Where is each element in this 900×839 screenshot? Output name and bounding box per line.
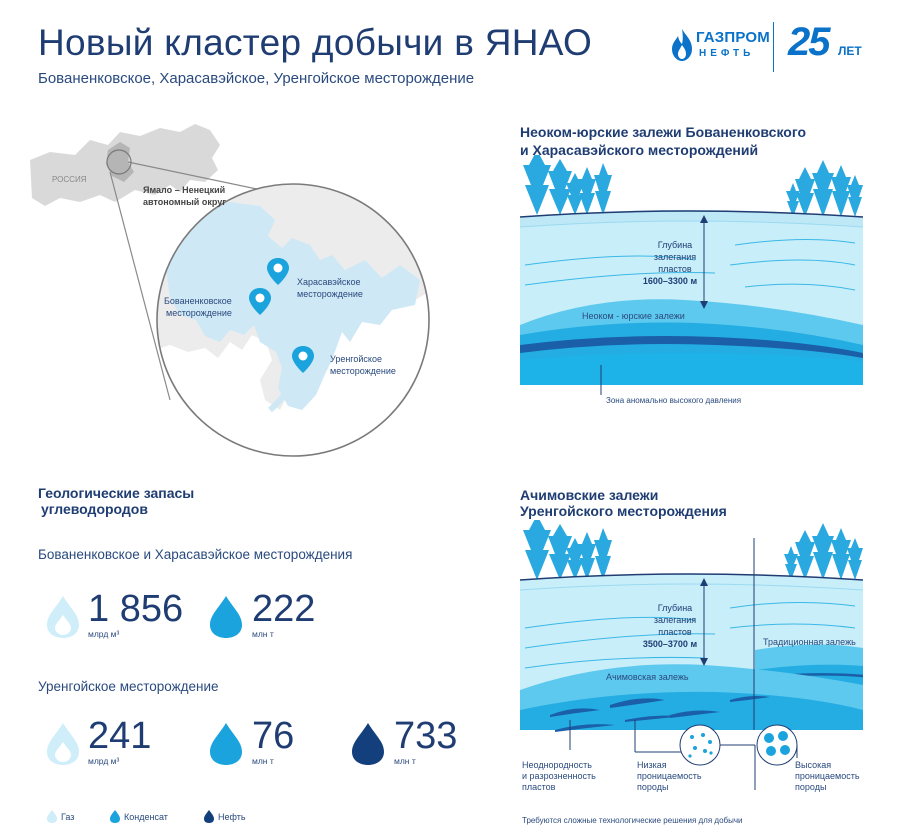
diagram1-title-1: Неоком-юрские залежи Бованенковского <box>520 124 807 140</box>
diagram1-depth-3: пластов <box>658 264 692 274</box>
gas-drop-icon-2 <box>45 722 81 766</box>
map-country-label: РОССИЯ <box>52 175 87 184</box>
diagram2-depth-2: залегания <box>653 615 697 625</box>
anniversary-badge <box>782 20 882 70</box>
diagram1-title-2: и Харасавэйского месторождений <box>520 142 759 158</box>
diagram2-depth-value: 3500–3700 м <box>642 639 698 649</box>
diagram2-cross-section <box>515 520 867 800</box>
diagram1-depth-2: залегания <box>653 252 697 262</box>
anniversary-number: 25 <box>788 20 829 64</box>
group1-condensate-value: 222 <box>252 588 316 630</box>
anniversary-word: ЛЕТ <box>838 44 862 58</box>
diagram1-zone-label: Зона аномально высокого давления <box>606 396 742 405</box>
oil-drop-icon <box>350 722 386 766</box>
group2-condensate-unit: млн т <box>252 756 274 766</box>
group2-oil-value: 733 <box>394 715 458 757</box>
diagram2-depth-3: пластов <box>658 627 692 637</box>
group2-condensate-value: 76 <box>252 715 295 757</box>
brand-name: ГАЗПРОМ <box>696 29 770 46</box>
gas-drop-icon <box>45 595 81 639</box>
diagram1-depth-value: 1600–3300 м <box>642 276 698 286</box>
diagram2-note1-1: Неоднородность <box>522 760 592 770</box>
diagram2-note1-2: и разрозненность <box>522 771 596 781</box>
diagram2-note3-3: породы <box>795 782 827 792</box>
map-field-label-kharasavey-1: Харасавэйское <box>297 277 361 287</box>
group1-gas-unit: млрд м³ <box>88 629 120 639</box>
diagram2-note2-3: породы <box>637 782 669 792</box>
map-field-label-bovanenkovo-1: Бованенковское <box>164 296 232 306</box>
page-subtitle: Бованенковское, Харасавэйское, Уренгойское месторождение <box>38 70 475 87</box>
brand-subname: НЕФТЬ <box>699 48 755 59</box>
diagram2-note2-1: Низкая <box>637 760 667 770</box>
reserves-title-2: углеводородов <box>41 501 148 517</box>
map-field-label-urengoy-1: Уренгойское <box>330 354 382 364</box>
legend-oil-label: Нефть <box>218 812 246 822</box>
page-title: Новый кластер добычи в ЯНАО <box>38 22 593 63</box>
diagram2-note2-2: проницаемость <box>637 771 702 781</box>
map-region-label-2: автономный округ <box>143 197 226 207</box>
group2-gas-unit: млрд м³ <box>88 756 120 766</box>
group2-oil-unit: млн т <box>394 756 416 766</box>
group1-gas-value: 1 856 <box>88 588 184 630</box>
flame-logo-icon <box>670 28 694 62</box>
reserves-title-1: Геологические запасы <box>38 485 195 501</box>
reserves-group1-label: Бованенковское и Харасавэйское месторождения <box>38 547 353 562</box>
legend-condensate-label: Конденсат <box>124 812 168 822</box>
group1-condensate-unit: млн т <box>252 629 274 639</box>
trees-left <box>523 155 612 215</box>
diagram2-note3-1: Высокая <box>795 760 832 770</box>
map-region-label-1: Ямало – Ненецкий <box>143 185 226 195</box>
condensate-drop-icon-2 <box>208 722 244 766</box>
gazprom-neft-logo <box>670 22 770 72</box>
legend-oil-icon <box>204 810 214 823</box>
reserves-group2-label: Уренгойское месторождение <box>38 679 219 694</box>
legend-gas-label: Газ <box>61 812 75 822</box>
diagram1-layer-label: Неоком - юрские залежи <box>582 311 685 321</box>
diagram2-note3-2: проницаемость <box>795 771 860 781</box>
legend-condensate-icon <box>110 810 120 823</box>
diagram2-footer: Требуются сложные технологические решения для добычи <box>522 816 743 825</box>
map-field-label-bovanenkovo-2: месторождение <box>166 308 232 318</box>
map-field-label-kharasavey-2: месторождение <box>297 289 363 299</box>
trees-right <box>786 160 863 217</box>
legend-gas-icon <box>47 810 57 823</box>
group2-gas-value: 241 <box>88 715 152 757</box>
diagram2-depth-1: Глубина <box>657 603 693 613</box>
condensate-drop-icon <box>208 595 244 639</box>
diagram2-traditional-label: Традиционная залежь <box>763 637 856 647</box>
diagram2-note1-3: пластов <box>522 782 556 792</box>
diagram2-achimov-label: Ачимовская залежь <box>606 672 689 682</box>
map-graphic <box>20 110 440 470</box>
logo-divider <box>773 22 774 72</box>
map-field-label-urengoy-2: месторождение <box>330 366 396 376</box>
diagram2-title-2: Уренгойского месторождения <box>520 503 727 519</box>
diagram1-depth-1: Глубина <box>657 240 693 250</box>
diagram2-title-1: Ачимовские залежи <box>520 487 659 503</box>
